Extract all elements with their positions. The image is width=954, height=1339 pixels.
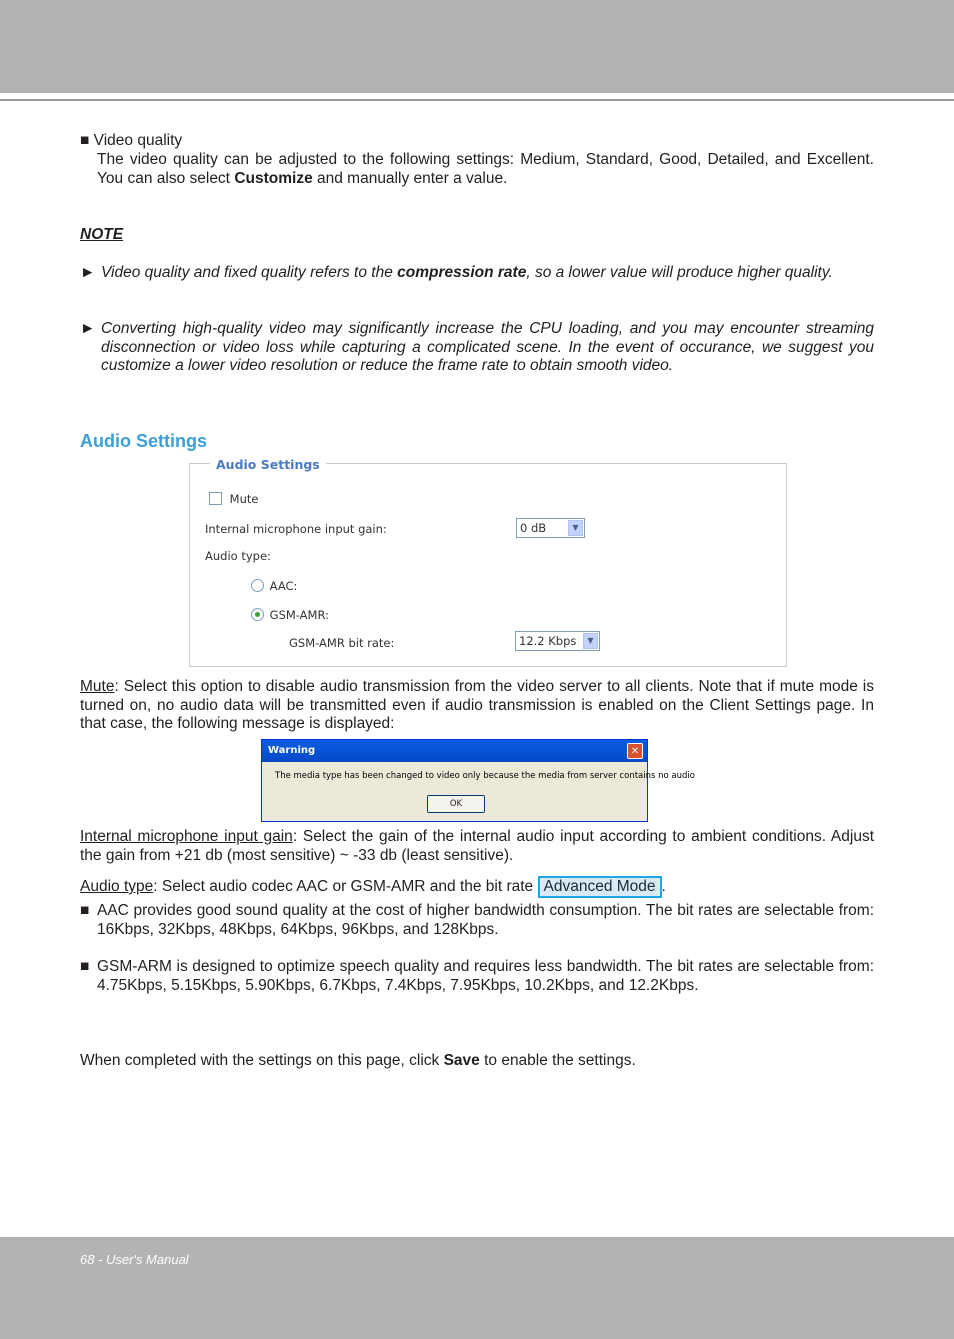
aac-radio[interactable] xyxy=(251,579,264,592)
arrow-bullet-icon: ► xyxy=(80,320,96,337)
audio-type-description: Audio type: Select audio codec AAC or GSM-AMR and the bit rate Advanced Mode . xyxy=(80,876,874,898)
gain-select[interactable] xyxy=(516,518,585,538)
gsm-amr-label: GSM-AMR: xyxy=(269,607,329,622)
video-quality-heading: ■ Video quality xyxy=(80,132,183,149)
mute-description: Mute: Select this option to disable audio transmission from the video server to all clients. Note that if mute mode is turned on, no audio data will be transmitted even if audio transmission is enabled on the Client Settings page. In that case, the following message is displayed: xyxy=(80,678,874,733)
header-rule xyxy=(0,99,954,101)
gsm-amr-option[interactable] xyxy=(251,607,329,622)
aac-option[interactable] xyxy=(251,578,297,593)
bullet-icon: ■ xyxy=(80,958,90,975)
arrow-bullet-icon: ► xyxy=(80,264,96,281)
audio-type-label: Audio type: xyxy=(205,549,271,563)
audio-settings-heading: Audio Settings xyxy=(80,431,207,451)
gsm-description: GSM-ARM is designed to optimize speech quality and requires less bandwidth. The bit rates are selectable from: 4.75Kbps, 5.15Kbps, 5.90Kbps, 6.7Kbps, 7.4Kbps, 7.95Kbps, 10.2Kbps, and 12.2Kbps. xyxy=(97,958,874,994)
video-quality-description: The video quality can be adjusted to the following settings: Medium, Standard, Good, Detailed, and Excellent. You can also select Customize and manually enter a value. xyxy=(97,151,874,187)
mute-option[interactable] xyxy=(209,491,258,506)
bitrate-select-value: 12.2 Kbps xyxy=(519,634,577,648)
audio-settings-panel xyxy=(189,457,787,667)
bullet-icon: ■ xyxy=(80,902,90,919)
aac-description: AAC provides good sound quality at the cost of higher bandwidth consumption. The bit rates are selectable from: 16Kbps, 32Kbps, 48Kbps, 64Kbps, 96Kbps, and 128Kbps. xyxy=(97,902,874,938)
chevron-down-icon: ▼ xyxy=(583,633,598,649)
gain-term: Internal microphone input gain xyxy=(80,828,293,845)
customize-keyword: Customize xyxy=(234,169,313,187)
note-title: NOTE xyxy=(80,226,124,243)
mute-checkbox[interactable] xyxy=(209,492,222,505)
compression-rate-keyword: compression rate xyxy=(397,264,527,281)
warning-dialog xyxy=(261,739,695,822)
dialog-message: The media type has been changed to video only because the media from server contains no audio xyxy=(275,771,695,781)
bitrate-label: GSM-AMR bit rate: xyxy=(289,636,395,650)
gain-select-value: 0 dB xyxy=(520,521,547,535)
audio-type-term: Audio type xyxy=(80,878,154,895)
note-item-cpu-loading: ► Converting high-quality video may significantly increase the CPU loading, and you may encounter streaming disconnection or video loss while capturing a complicated scene. In the event of occurance, we suggest you customize a lower video resolution or reduce the frame rate to obtain smooth video. xyxy=(80,320,874,375)
header-band xyxy=(0,0,954,93)
aac-label: AAC: xyxy=(269,578,298,593)
ok-button[interactable]: OK xyxy=(427,795,485,813)
completion-text: When completed with the settings on this page, click Save to enable the settings. xyxy=(80,1052,636,1069)
page-number: 68 - User's Manual xyxy=(80,1252,189,1267)
mute-term: Mute xyxy=(80,678,115,695)
panel-legend: Audio Settings xyxy=(210,457,326,472)
gain-label: Internal microphone input gain: xyxy=(205,522,387,536)
gain-description: Internal microphone input gain: Select the gain of the internal audio input according to ambient conditions. Adjust the gain from +21 db (most sensitive) ~ -33 db (least sensitive). xyxy=(80,828,875,864)
dialog-title: Warning xyxy=(262,740,647,762)
save-keyword: Save xyxy=(443,1052,480,1069)
mute-label: Mute xyxy=(229,491,259,506)
chevron-down-icon: ▼ xyxy=(568,520,583,536)
bitrate-select[interactable] xyxy=(515,631,600,651)
gsm-amr-radio[interactable] xyxy=(251,608,264,621)
advanced-mode-button[interactable]: Advanced Mode xyxy=(538,876,662,898)
close-icon[interactable]: ✕ xyxy=(627,743,643,759)
note-item-compression: ► Video quality and fixed quality refers to the compression rate, so a lower value will produce higher quality. xyxy=(80,264,833,281)
